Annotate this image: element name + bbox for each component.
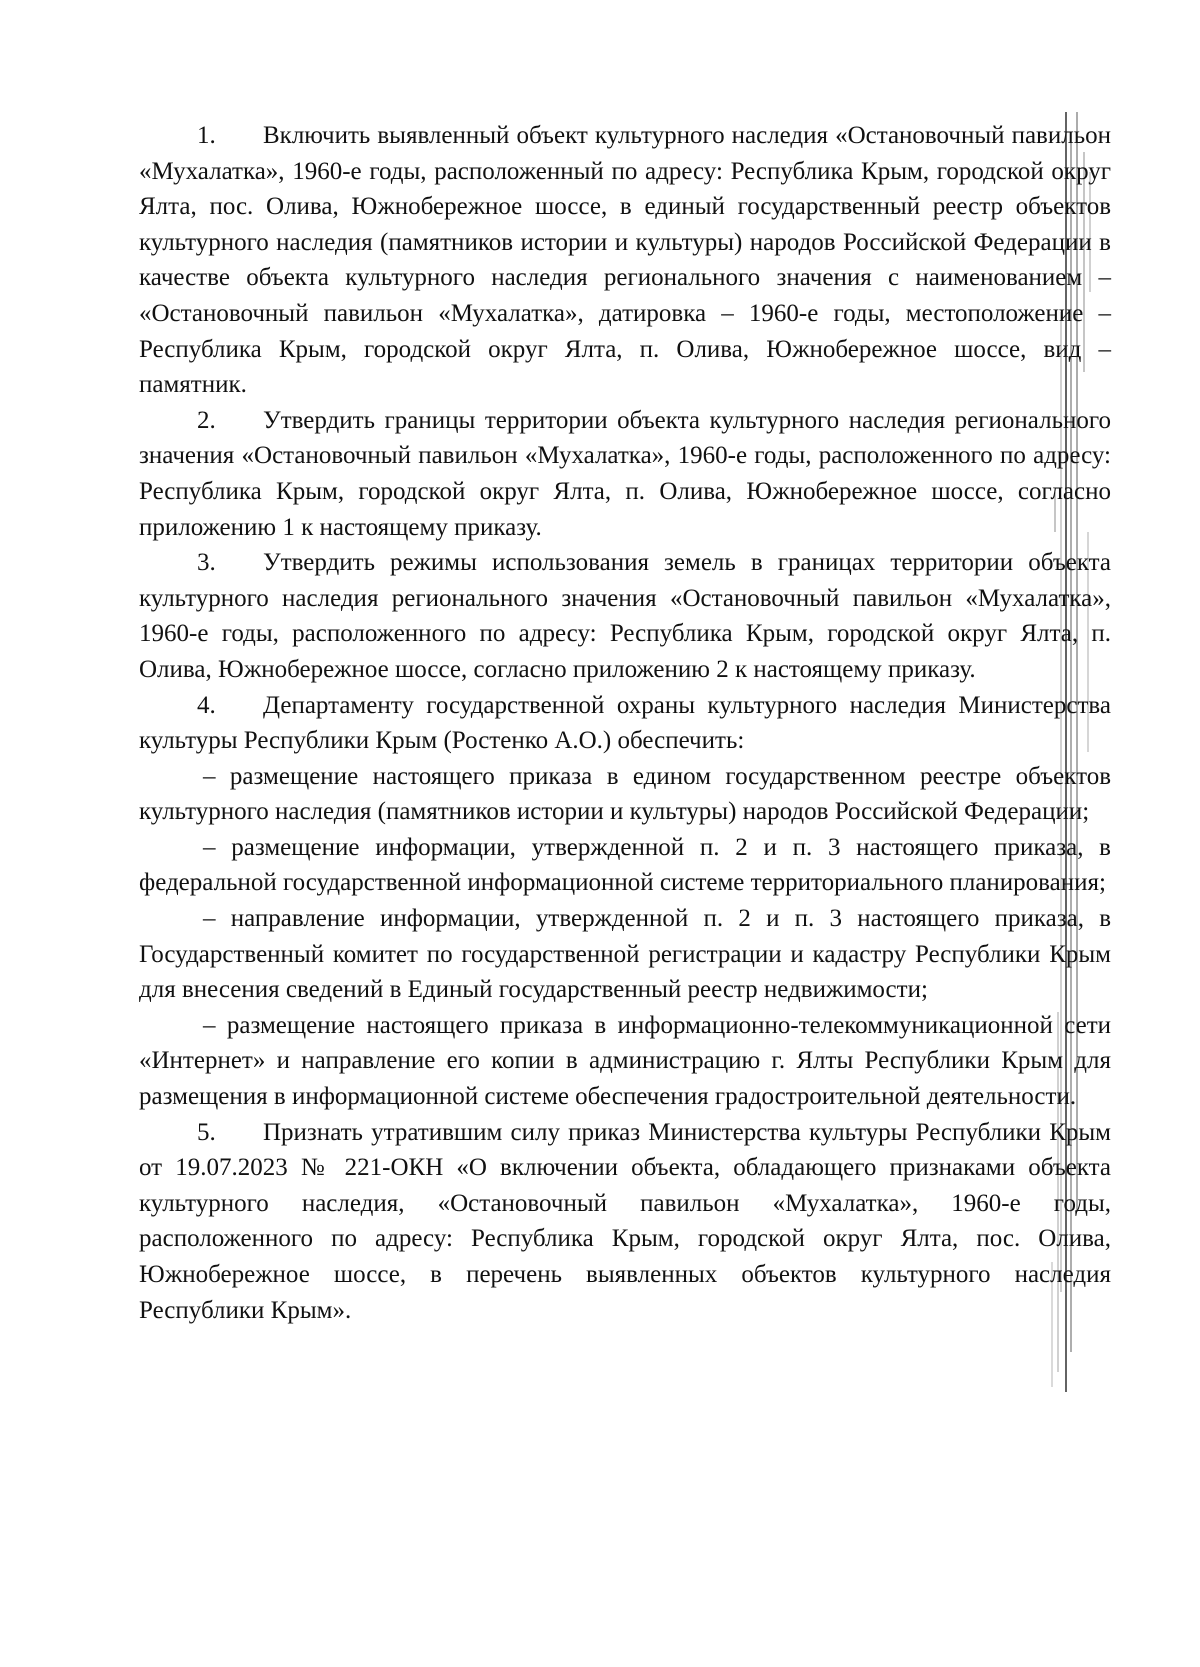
- item-text: Департаменту государственной охраны культурного наследия Министерства культуры Республики Крым (Ростенко А.О.) обеспечить:: [139, 691, 1111, 755]
- item-number: 5.: [197, 1118, 216, 1146]
- paragraph-item-1: [139, 118, 1111, 403]
- paragraph-item-2: [139, 403, 1111, 545]
- document-body: [139, 118, 1111, 1328]
- paragraph-item-4: [139, 688, 1111, 759]
- paragraph-item-3: [139, 545, 1111, 687]
- item-text: Утвердить режимы использования земель в границах территории объекта культурного наследия регионального значения «Остановочный павильон «Мухалатка», 1960-е годы, расположенного по адресу: Республика Крым, городской округ Ялта, п. Олива, Южнобережное шоссе, согласно приложению 2 к настоящему приказу.: [139, 549, 1111, 683]
- item-number: 4.: [197, 691, 216, 719]
- item-number: 2.: [197, 406, 216, 434]
- dash-item-2: – размещение информации, утвержденной п. 2 и п. 3 настоящего приказа, в федеральной государственной информационной системе территориального планирования;: [139, 833, 1111, 897]
- item-text: Утвердить границы территории объекта культурного наследия регионального значения «Остановочный павильон «Мухалатка», 1960-е годы, расположенного по адресу: Республика Крым, городской округ Ялта, п. Олива, Южнобережное шоссе, согласно приложению 1 к настоящему приказу.: [139, 406, 1111, 541]
- item-number: 1.: [197, 122, 216, 149]
- dash-item-4: – размещение настоящего приказа в информационно-телекоммуникационной сети «Интернет» и направление его копии в администрацию г. Ялты Республики Крым для размещения в информационной системе обеспечения градостроительной деятельности.: [139, 1011, 1111, 1111]
- item-text: Признать утратившим силу приказ Министерства культуры Республики Крым от 19.07.2023 № 221-ОКН «О включении объекта, обладающего признаками объекта культурного наследия, «Остановочный павильон «Мухалатка», 1960-е годы, расположенного по адресу: Республика Крым, городской округ Ялта, пос. Олива, Южнобережное шоссе, в перечень выявленных объектов культурного наследия Республики Крым».: [139, 1118, 1111, 1324]
- paragraph-item-5: [139, 1115, 1111, 1329]
- dash-item-1: – размещение настоящего приказа в едином государственном реестре объектов культурного наследия (памятников истории и культуры) народов Российской Федерации;: [139, 762, 1111, 826]
- item-text: Включить выявленный объект культурного наследия «Остановочный павильон «Мухалатка», 1960-е годы, расположенный по адресу: Республика Крым, городской округ Ялта, пос. Олива, Южнобережное шоссе, в единый государственный реестр объектов культурного наследия (памятников истории и культуры) народов Российской Федерации в качестве объекта культурного наследия регионального значения с наименованием – «Остановочный павильон «Мухалатка», датировка – 1960-е годы, местоположение – Республика Крым, городской округ Ялта, п. Олива, Южнобережное шоссе, вид – памятник.: [139, 122, 1111, 399]
- dash-item-3: – направление информации, утвержденной п. 2 и п. 3 настоящего приказа, в Государственный комитет по государственной регистрации и кадастру Республики Крым для внесения сведений в Единый государственный реестр недвижимости;: [139, 905, 1111, 1004]
- item-number: 3.: [197, 549, 216, 577]
